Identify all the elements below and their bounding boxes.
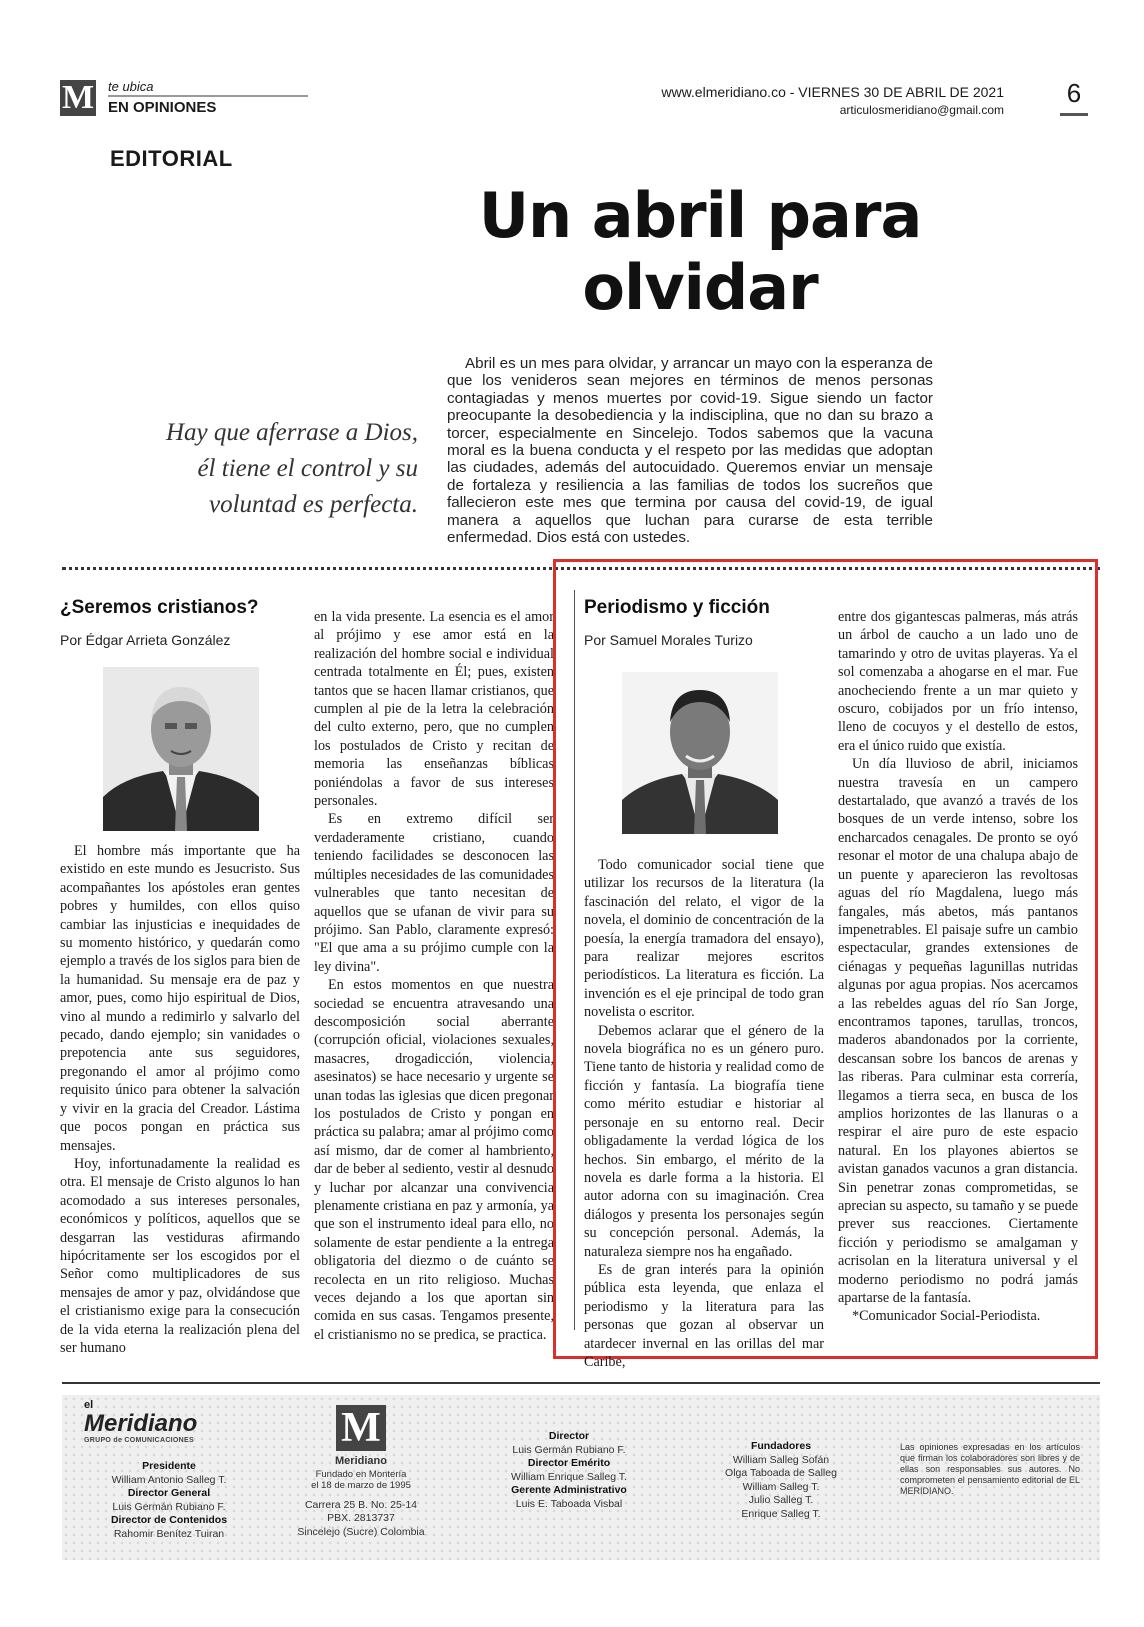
founder: Olga Taboada de Salleg (725, 1467, 837, 1479)
address-line: Carrera 25 B. No. 25-14 (304, 1498, 418, 1511)
footer-directors (84, 1460, 254, 1541)
label: Director Emérito (527, 1457, 611, 1469)
article-1-title: ¿Seremos cristianos? (60, 597, 259, 618)
editorial-body: Abril es un mes para olvidar, y arrancar un mayo con la esperanza de que los venideros sean mejores en términos de menos personas contagiadas y menos muertes por covid-19. Sigue siendo un factor preocupante la desobediencia y la indisciplina, que no dan su brazo a torcer, especialmente en Sincelejo. Todos sabemos que la vacuna moral es la buena conducta y el respeto por las medidas que adoptan las ciudades, además del autocuidado. Queremos enviar un mensaje de fortaleza y resiliencia a las familias de todos los sucreños que fallecieron este mes que termina por causa del covid-19, de igual manera a aquellos que luchan para curarse de esta terrible enfermedad. Dios está con ustedes. (447, 355, 933, 547)
article-2-byline: Por Samuel Morales Turizo (584, 632, 753, 648)
fundado-line: Fundado en Montería (315, 1468, 407, 1480)
contact-email: articulosmeridiano@gmail.com (839, 103, 1004, 117)
paragraph: Hoy, infortunadamente la realidad es otra. El mensaje de Cristo algunos lo han acomodado a sus intereses personales, económicos y políticos, aquellos que se desgarran las vestiduras afirmando hipócritamente ser los escogidos por el Señor como multiplicadores de sus mensajes de amor y paz, olvidándose que el cristianismo exige para la consecución de la vida eterna la realización plena del ser humano (60, 1155, 300, 1356)
fundado-line: el 18 de marzo de 1995 (311, 1479, 411, 1491)
brand-subtitle: GRUPO de COMUNICACIONES (84, 1437, 194, 1444)
label: Director de Contenidos (110, 1514, 228, 1526)
label: Director General (127, 1487, 211, 1499)
founder: Julio Salleg T. (748, 1494, 814, 1506)
name: Luis Germán Rubiano F. (512, 1443, 626, 1456)
article-1-byline: Por Édgar Arrieta González (60, 632, 231, 648)
paragraph: Debemos aclarar que el género de la novela biográfica no es un género puro. Tiene tanto de historia y realidad como de ficción y fantasía. La biografía tiene como mérito estudiar e historiar al personaje en su entorno real. Decir obligadamente la verdad lógica de los hechos. Sin embargo, el mérito de la novela es darle forma a la historia. El autor adorna con su imaginación. Crea diálogos y presenta los personajes según su concepción personal. Además, la naturaleza siempre nos ha engañado. (584, 1022, 824, 1260)
address-line: Sincelejo (Sucre) Colombia (297, 1525, 425, 1538)
brand-name: Meridiano (84, 1410, 198, 1437)
founder: William Salleg T. (742, 1480, 820, 1493)
header-divider (108, 95, 308, 97)
brand-small: el (84, 1399, 94, 1411)
article-1-column-1 (60, 842, 300, 1357)
paragraph: Todo comunicador social tiene que utilizar los recursos de la literatura (la fascinación del relato, el vigor de la novela, el dominio de concentración de la poesía, la energía tramadora del ensayo), para realizar mejores escritos periodísticos. La literatura es ficción. La invención es el eje principal de todo gran novelista o escritor. (584, 857, 824, 1021)
page-number-underline (1060, 113, 1088, 116)
author-portrait-icon (103, 667, 259, 831)
name: Luis Germán Rubiano F. (112, 1500, 226, 1513)
name: William Antonio Salleg T. (111, 1473, 227, 1486)
name: Rahomir Benítez Tuiran (113, 1527, 225, 1540)
label: Fundadores (750, 1440, 812, 1452)
headline-line-2: olvidar (582, 251, 818, 324)
logo-name: Meridiano (335, 1455, 387, 1467)
article-2-column-2 (838, 608, 1078, 1326)
founder: Enrique Salleg T. (741, 1507, 821, 1520)
paragraph: en la vida presente. La esencia es el amor al prójimo y ese amor está en la realización del hombre social e individual centrada totalmente en Él; pues, existen tantos que se hacen llamar cristianos, que cumplen al pie de la letra la celebración del culto externo, pero, que no cumplen los postulados de Cristo y recitan de memoria las enseñanzas bíblicas poniéndolas a favor de sus intereses personales. (314, 609, 554, 810)
footer-founding (290, 1455, 432, 1539)
address-line: PBX. 2813737 (327, 1512, 395, 1524)
author-portrait-icon (622, 672, 778, 834)
tagline: te ubica (108, 79, 154, 94)
meridiano-logo-icon: M (61, 79, 95, 116)
editorial-headline (430, 180, 970, 324)
paragraph: El hombre más importante que ha existido en este mundo es Jesucristo. Sus acompañantes los apóstoles eran gentes pobres y humildes, con ellos quiso cambiar las injusticias e inequidades de su momento histórico, y quedarán como ejemplo a través de los siglos para bien de la humanidad. Su mensaje era de paz y amor, pues, como hijo espiritual de Dios, vino al mundo a redimirlo y salvarlo del pecado, dando ejemplo; sin vanidades o prepotencia ante sus seguidores, pregonando el amor al prójimo como requisito único para obtener la salvación y vivir en la gracia del Creador. Lástima que pocos pongan en práctica sus mensajes. (60, 843, 300, 1154)
footer-founders (706, 1440, 856, 1521)
footer-divider (62, 1382, 1100, 1384)
paragraph: Es de gran interés para la opinión pública esta leyenda, que enlaza el periodismo y la literatura para las personas que gozan al observar un atardecer invernal en las orillas del mar Caribe, (584, 1261, 824, 1370)
label: Presidente (142, 1460, 196, 1472)
paragraph: entre dos gigantescas palmeras, más atrás un árbol de caucho a un lado uno de tamarindo y otro de uvitas playeras. Ya el sol comenzaba a ahogarse en el mar. Fue anocheciendo frente a un mar quieto y oscuro, cobijados por un frío intenso, lleno de cocuyos y el destello de estos, era el único ruido que existía. (838, 609, 1078, 754)
article-2-title: Periodismo y ficción (584, 597, 770, 618)
page-number: 6 (1066, 78, 1082, 108)
author-signature: *Comunicador Social-Periodista. (852, 1308, 1041, 1325)
label: Gerente Administrativo (511, 1484, 627, 1496)
author-photo-morales (622, 672, 778, 834)
name: Luis E. Taboada Visbal (515, 1497, 623, 1510)
headline-line-1: Un abril para (478, 179, 922, 252)
article-1-column-2 (314, 608, 554, 1344)
footer-management (494, 1430, 644, 1511)
paragraph: Es en extremo difícil ser verdaderamente cristiano, cuando teniendo facilidades se desconocen las múltiples necesidades de las comunidades vulnerables que tanto necesitan de aquellos que se ufanan de vivir para su prójimo. San Pablo, claramente expresó: "El que ama a su prójimo cumple con la ley divina". (314, 811, 554, 975)
author-photo-arrieta (103, 667, 259, 831)
editorial-label: EDITORIAL (110, 146, 233, 171)
label: Director (548, 1430, 590, 1442)
name: William Enrique Salleg T. (511, 1470, 627, 1483)
article-2-column-1 (584, 856, 824, 1371)
column-separator (574, 590, 575, 1330)
footer-disclaimer: Las opiniones expresadas en los artículos que firman los colaboradores son libres y de ellas son responsables sus autores. No comprometen el pensamiento editorial de EL MERIDIANO. (900, 1442, 1080, 1496)
footer-brand (84, 1400, 254, 1444)
pull-quote: Hay que aferrase a Dios, él tiene el control y su voluntad es perfecta. (165, 419, 418, 518)
paragraph: En estos momentos en que nuestra sociedad se encuentra atravesando una descomposición social aberrante (corrupción oficial, violaciones sexuales, masacres, drogadicción, violencia, asesinatos) se hace necesario y urgente se unan todas las iglesias que dicen pregonar los postulados de Cristo y pongan en práctica su palabra; amar al prójimo como así mismo, dar de comer al hambriento, dar de beber al sediento, vestir al desnudo y luchar por alcanzar una convivencia plenamente cristiana en paz y armonía, ya que son el instrumento ideal para ello, no solamente de estar pendiente a la entrega obligatoria del diezmo o de cuánto se recolecta en un rito religioso. Muchas veces dejando a los que aportan sin comida en sus casas. Tengamos presente, el cristianismo no se predica, se practica. (314, 977, 554, 1343)
section-name: EN OPINIONES (108, 99, 217, 116)
website-date: www.elmeridiano.co - VIERNES 30 DE ABRIL DE 2021 (661, 84, 1004, 100)
founder: William Salleg Sofán (732, 1453, 830, 1466)
paragraph: Un día lluvioso de abril, iniciamos nuestra travesía en un campero destartalado, que avanzó a través de los bosques de un verde intenso, sobre los encharcados cenagales. De pronto se oyó resonar el motor de una chalupa abajo de un puente y aparecieron las revoltosas aguas del río Magdalena, luego más fangales, más abetos, más pantanos impenetrables. El paisaje sufre un cambio espectacular, grandes extensiones de ciénagas y pequeñas lagunillas nutridas algunas por agua propias. Nos acercamos a las rebeldes aguas del río San Jorge, encontramos tapones, tarullas, troncos, maderos abandonados por la corriente, descansan sobre los bancos de arenas y las riberas. Para culminar esta correría, llegamos a tierra seca, en busca de los amplios horizontes de las llanuras o a respirar el aire puro de este espacio natural. En los playones abiertos se avistan ganados vacunos a gran distancia. Sin penetrar zonas comprometidas, se aprecian su aspecto, su tamaño y se puede prever sus reacciones. Ciertamente ficción y periodismo se amalgaman y acrisolan en la literatura universal y el moderno periodismo no podrá jamás apartarse de la fantasía. (838, 756, 1078, 1307)
footer-logo-icon: M (336, 1405, 386, 1451)
